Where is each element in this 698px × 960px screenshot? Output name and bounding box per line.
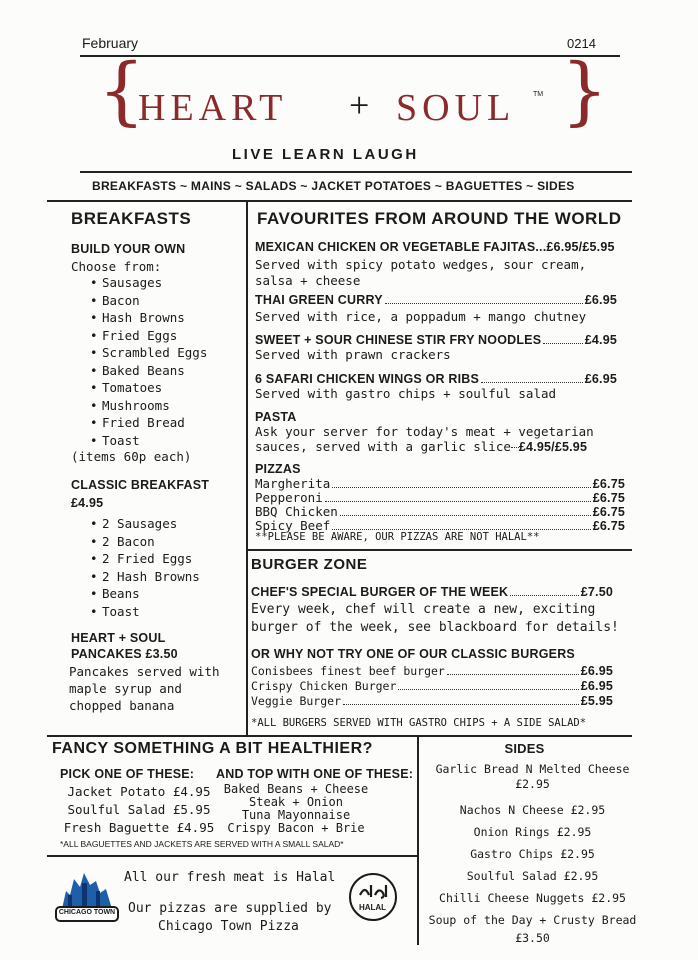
- pancakes-desc-3: chopped banana: [69, 698, 175, 713]
- pizza-price: £6.75: [592, 519, 625, 533]
- side-item: Garlic Bread N Melted Cheese: [435, 762, 630, 776]
- menu-code: 0214: [567, 36, 596, 51]
- side-item: Chilli Cheese Nuggets £2.95: [439, 891, 626, 905]
- list-item: • 2 Bacon: [90, 533, 200, 551]
- burger-price: £6.95: [580, 664, 613, 678]
- wings-desc: Served with gastro chips + soulful salad: [255, 386, 557, 401]
- nav-bottom-rule: [47, 200, 632, 202]
- leader-dots: [385, 303, 583, 304]
- leader-dots: [510, 595, 578, 596]
- top-rule: [80, 55, 620, 57]
- topping-list: [218, 783, 374, 835]
- burger-price: £5.95: [580, 694, 613, 708]
- pick-label: PICK ONE OF THESE:: [60, 767, 195, 781]
- noodles-desc: Served with prawn crackers: [255, 347, 451, 362]
- burger-price: £6.95: [580, 679, 613, 693]
- chicago-town-logo-text: CHICAGO TOWN: [58, 909, 116, 916]
- curry-name: THAI GREEN CURRY: [255, 293, 383, 307]
- pasta-price: £4.95/£5.95: [518, 440, 588, 454]
- month-label: February: [82, 35, 139, 51]
- list-item: • Sausages: [90, 274, 207, 292]
- list-item: • Toast: [90, 432, 207, 450]
- classic-breakfast-price: £4.95: [71, 496, 104, 510]
- topping-item: Crispy Bacon + Brie: [227, 821, 365, 835]
- curry-row: [255, 293, 617, 307]
- fajitas-desc-2: salsa + cheese: [255, 273, 361, 288]
- list-item: • Mushrooms: [90, 397, 207, 415]
- list-item: • Toast: [90, 603, 200, 621]
- burger-list: [251, 664, 613, 709]
- leader-dots: [332, 529, 590, 530]
- brand-soul: SOUL: [396, 87, 516, 129]
- breakfasts-heading: BREAKFASTS: [71, 209, 192, 228]
- pizza-row: [255, 491, 625, 505]
- pizza-name: Spicy Beef: [255, 518, 331, 533]
- pizza-halal-note: **PLEASE BE AWARE, OUR PIZZAS ARE NOT HALAL**: [255, 531, 540, 543]
- pizzas-title: PIZZAS: [255, 462, 301, 476]
- noodles-name: SWEET + SOUR CHINESE STIR FRY NOODLES: [255, 333, 542, 347]
- leader-dots: [332, 487, 590, 488]
- leader-dots: [398, 689, 578, 690]
- burger-note: *ALL BURGERS SERVED WITH GASTRO CHIPS + A SIDE SALAD*: [251, 717, 587, 729]
- halal-rule: [47, 855, 417, 857]
- list-item: • Scrambled Eggs: [90, 344, 207, 362]
- side-item: Onion Rings £2.95: [473, 825, 592, 839]
- nav-top-rule: [80, 171, 632, 173]
- wings-name: 6 SAFARI CHICKEN WINGS OR RIBS: [255, 372, 480, 386]
- fajitas-name: MEXICAN CHICKEN OR VEGETABLE FAJITAS...: [255, 240, 547, 254]
- leader-dots: [325, 501, 591, 502]
- sides-list: [419, 762, 646, 945]
- special-burger-desc-2: burger of the week, see blackboard for details!: [251, 620, 619, 635]
- burger-name: Crispy Chicken Burger: [251, 679, 397, 693]
- pizza-name: Pepperoni: [255, 490, 323, 505]
- pasta-title: PASTA: [255, 410, 297, 424]
- pizza-price: £6.75: [592, 505, 625, 519]
- side-item: Nachos N Cheese £2.95: [459, 803, 606, 817]
- pancakes-title-line1: HEART + SOUL: [71, 631, 166, 645]
- burger-zone-rule: [246, 549, 632, 551]
- side-item: £2.95: [515, 777, 550, 791]
- leader-dots: [481, 382, 583, 383]
- leader-dots: [447, 674, 579, 675]
- build-your-own-title: BUILD YOUR OWN: [71, 242, 186, 256]
- topping-item: Tuna Mayonnaise: [241, 808, 351, 822]
- arabic-script-icon: [357, 881, 389, 903]
- burger-name: Veggie Burger: [251, 694, 342, 708]
- list-item: • 2 Sausages: [90, 515, 200, 533]
- halal-logo: [349, 873, 397, 921]
- list-item: • Hash Browns: [90, 309, 207, 327]
- leader-dots: [543, 343, 582, 344]
- halal-logo-text: HALAL: [358, 903, 387, 912]
- top-label: AND TOP WITH ONE OF THESE:: [216, 767, 414, 781]
- halal-line-2: Our pizzas are supplied by: [128, 901, 332, 916]
- base-list: [59, 783, 219, 837]
- pizza-price: £6.75: [592, 491, 625, 505]
- brace-left: {: [98, 48, 146, 134]
- sides-heading: SIDES: [504, 741, 545, 756]
- fajitas-row: [255, 240, 617, 254]
- burger-row: [251, 694, 613, 709]
- pasta-desc-2: [255, 438, 587, 456]
- special-burger-name: CHEF'S SPECIAL BURGER OF THE WEEK: [251, 585, 509, 599]
- side-item: £3.50: [515, 931, 550, 945]
- pasta-desc-2-text: sauces, served with a garlic slice: [255, 439, 511, 454]
- pizza-name: Margherita: [255, 476, 331, 491]
- fajitas-price: £6.95/£5.95: [546, 240, 615, 254]
- special-burger-price: £7.50: [580, 585, 613, 599]
- topping-item: Baked Beans + Cheese: [223, 782, 369, 796]
- list-item: • 2 Fried Eggs: [90, 550, 200, 568]
- left-column-divider: [246, 200, 248, 735]
- side-item: Soup of the Day + Crusty Bread: [428, 913, 637, 927]
- brand-plus: +: [349, 85, 370, 125]
- curry-desc: Served with rice, a poppadum + mango chutney: [255, 309, 587, 324]
- burger-zone-heading: BURGER ZONE: [251, 556, 368, 573]
- special-burger-row: [251, 585, 613, 599]
- healthier-note: *ALL BAGUETTES AND JACKETS ARE SERVED WITH A SMALL SALAD*: [60, 839, 344, 849]
- chicago-town-logo: [54, 869, 120, 925]
- build-price-note: (items 60p each): [71, 449, 192, 464]
- wings-row: [255, 372, 617, 386]
- burger-name: Conisbees finest beef burger: [251, 664, 445, 678]
- side-item: Gastro Chips £2.95: [470, 847, 595, 861]
- leader-dots: [340, 515, 591, 516]
- pasta-desc-1: Ask your server for today's meat + vegetarian: [255, 424, 594, 439]
- category-nav: BREAKFASTS ~ MAINS ~ SALADS ~ JACKET POTATOES ~ BAGUETTES ~ SIDES: [92, 179, 575, 193]
- pizza-row: [255, 477, 625, 491]
- pancakes-desc-2: maple syrup and: [69, 681, 182, 696]
- list-item: • Fried Bread: [90, 414, 207, 432]
- special-burger-desc-1: Every week, chef will create a new, exciting: [251, 602, 596, 617]
- curry-price: £6.95: [584, 293, 617, 307]
- healthier-heading: FANCY SOMETHING A BIT HEALTHIER?: [52, 740, 373, 757]
- list-item: • Baked Beans: [90, 362, 207, 380]
- classic-item-list: [90, 515, 200, 620]
- brand-heart: HEART: [138, 87, 288, 129]
- leader-dots: [511, 447, 519, 448]
- topping-item: Steak + Onion: [249, 795, 343, 809]
- build-item-list: [90, 274, 207, 449]
- noodles-price: £4.95: [584, 333, 617, 347]
- list-item: • Beans: [90, 585, 200, 603]
- fajitas-desc-1: Served with spicy potato wedges, sour cream,: [255, 257, 587, 272]
- brand-tagline: LIVE LEARN LAUGH: [232, 146, 419, 163]
- noodles-row: [255, 333, 617, 347]
- brace-right: }: [561, 48, 609, 134]
- wings-price: £6.95: [584, 372, 617, 386]
- pizza-price: £6.75: [592, 477, 625, 491]
- favourites-heading: FAVOURITES FROM AROUND THE WORLD: [257, 209, 622, 228]
- list-item: • 2 Hash Browns: [90, 568, 200, 586]
- brand-tm: TM: [533, 91, 544, 98]
- build-intro: Choose from:: [71, 259, 162, 274]
- leader-dots: [343, 704, 579, 705]
- pizza-name: BBQ Chicken: [255, 504, 338, 519]
- side-item: Soulful Salad £2.95: [466, 869, 599, 883]
- base-item: Jacket Potato £4.95: [67, 784, 211, 799]
- list-item: • Fried Eggs: [90, 327, 207, 345]
- halal-line-1: All our fresh meat is Halal: [124, 870, 336, 885]
- halal-line-3: Chicago Town Pizza: [158, 919, 299, 934]
- classic-breakfast-title: CLASSIC BREAKFAST: [71, 478, 210, 492]
- pizza-row: [255, 505, 625, 519]
- list-item: • Tomatoes: [90, 379, 207, 397]
- pizza-list: [255, 477, 625, 533]
- base-item: Soulful Salad £5.95: [67, 802, 211, 817]
- pancakes-title-line2: PANCAKES £3.50: [71, 647, 178, 661]
- bottom-section-rule: [47, 735, 632, 737]
- burger-row: [251, 664, 613, 679]
- classic-burgers-title: OR WHY NOT TRY ONE OF OUR CLASSIC BURGERS: [251, 647, 575, 661]
- list-item: • Bacon: [90, 292, 207, 310]
- base-item: Fresh Baguette £4.95: [63, 820, 215, 835]
- pancakes-desc-1: Pancakes served with: [69, 664, 220, 679]
- burger-row: [251, 679, 613, 694]
